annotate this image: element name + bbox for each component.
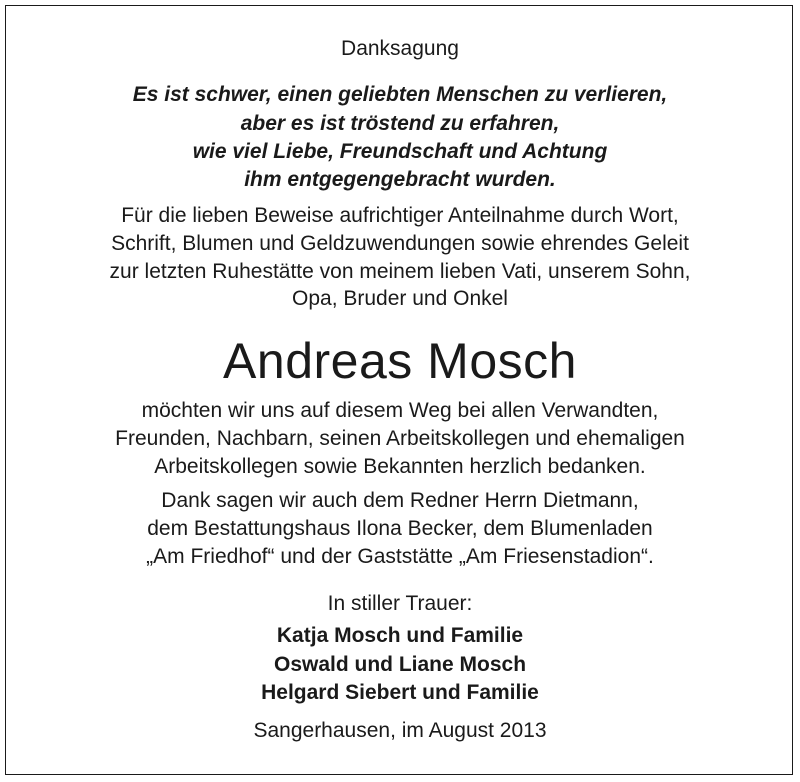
deceased-name: Andreas Mosch xyxy=(223,333,577,389)
thanks-line-1: möchten wir uns auf diesem Weg bei allen Verwandten, xyxy=(141,399,659,422)
mourning-label: In stiller Trauer: xyxy=(327,592,473,615)
quote-line-1: Es ist schwer, einen geliebten Menschen zu verlieren, xyxy=(132,83,668,106)
thanks-line-2: Freunden, Nachbarn, seinen Arbeitskollegen und ehemaligen xyxy=(115,427,685,450)
signer-1: Katja Mosch und Familie xyxy=(276,624,524,647)
quote-line-4: ihm entgegengebracht wurden. xyxy=(244,168,556,191)
signer-3: Helgard Siebert und Familie xyxy=(261,681,539,704)
notice-heading: Danksagung xyxy=(341,37,459,60)
intro-line-2: Schrift, Blumen und Geldzuwendungen sowie ehrendes Geleit xyxy=(111,232,689,255)
intro-line-1: Für die lieben Beweise aufrichtiger Anteilnahme durch Wort, xyxy=(121,204,679,227)
signer-2: Oswald und Liane Mosch xyxy=(273,653,527,676)
intro-line-4: Opa, Bruder und Onkel xyxy=(292,287,508,310)
intro-line-3: zur letzten Ruhestätte von meinem lieben Vati, unserem Sohn, xyxy=(109,260,691,283)
thanks-line-3: Arbeitskollegen sowie Bekannten herzlich bedanken. xyxy=(154,455,646,478)
quote-line-3: wie viel Liebe, Freundschaft und Achtung xyxy=(192,140,608,163)
additional-thanks-line-1: Dank sagen wir auch dem Redner Herrn Dietmann, xyxy=(161,489,639,512)
place-date: Sangerhausen, im August 2013 xyxy=(253,719,547,742)
additional-thanks-line-3: „Am Friedhof“ und der Gaststätte „Am Friesenstadion“. xyxy=(146,545,654,568)
additional-thanks-line-2: dem Bestattungshaus Ilona Becker, dem Blumenladen xyxy=(147,517,653,540)
quote-line-2: aber es ist tröstend zu erfahren, xyxy=(240,112,560,135)
